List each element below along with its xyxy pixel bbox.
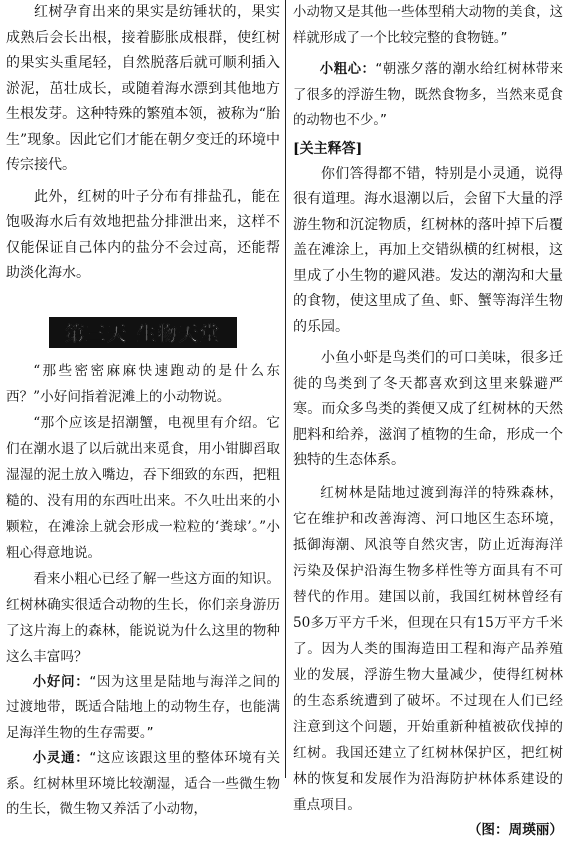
answer-xiaohaowen xyxy=(6,670,280,747)
paragraph-salt: 此外，红树的叶子分布有排盐孔，能在饱吸海水后有效地把盐分排泄出来，这样不仅能保证自己体内的盐分不会过高，还能帮助淡化海水。 xyxy=(6,188,280,281)
speaker-xiaolingtong: 小灵通： xyxy=(32,750,90,766)
paragraph-explain: 你们答得都不错，特别是小灵通，说得很有道理。海水退潮以后，会留下大量的浮游生物和沉淀物质，红树林的落叶掉下后覆盖在滩涂上，再加上交错纵横的红树根，这里成了小生物的避风港。发达的潮沟和大量的食物，使这里成了鱼、虾、蟹等海洋生物的乐园。 xyxy=(293,165,563,335)
paragraph-question: “那些密密麻麻快速跑动的是什么东西？”小好问指着泥滩上的小动物说。 xyxy=(6,362,280,405)
left-column xyxy=(6,0,281,817)
paragraph-protection: 红树林是陆地过渡到海洋的特殊森林，它在维护和改善海湾、河口地区生态环境，抵御海潮、风浪等自然灾害，防止近海海洋污染及保护沿海生物多样性等方面具有不可替代的作用。建国以前，我国红树林曾经有50多万平方千米，但现在只有15万平方千米了。因为人类的围海造田工程和海产品养殖业的发展，浮游生物大量减少，使得红树林的生态系统遭到了破坏。不过现在人们已经注意到这个问题，开始重新种植被砍伐掉的红树。我国还建立了红树林保护区，把红树林的恢复和发展作为沿海防护林体系建设的重点项目。 xyxy=(293,484,563,813)
answer-xiaohaowen-text: “因为这里是陆地与海洋之间的过渡地带，既适合陆地上的动物生存，也能满足海洋生物的生存需要。” xyxy=(6,674,281,741)
answer-xiaolingtong-text: “这应该跟这里的整体环境有关系。红树林里环境比较潮湿，适合一些微生物的生长，微生物又养活了小动物， xyxy=(6,751,281,817)
paragraph-fruit: 红树孕育出来的果实是纺锤状的，果实成熟后会长出根，接着膨胀成根群，使红树的果实头重尾轻，自然脱落后就可顺利插入淤泥，茁壮成长，或随着海水漂到其他地方生根发芽。这种特殊的繁殖本领，被称为“胎生”现象。因此它们才能在朝夕变迁的环境中传宗接代。 xyxy=(6,4,280,173)
image-credit: （图：周瑛丽） xyxy=(467,821,563,838)
answer-xiaolingtong xyxy=(6,746,280,823)
paragraph-ask: 看来小粗心已经了解一些这方面的知识。红树林确实很适合动物的生长，你们亲身游历了这片海上的森林，能说说为什么这里的物种这么丰富吗？ xyxy=(6,570,280,665)
section-heading-wrap xyxy=(6,317,280,348)
paragraph-birds: 小鱼小虾是鸟类们的可口美味，很多迁徙的鸟类到了冬天都喜欢到这里来躲避严寒。而众多鸟类的粪便又成了红树林的天然肥料和给养，滋润了植物的生命，形成一个独特的生态体系。 xyxy=(293,350,563,468)
column-divider xyxy=(285,0,286,778)
answer-label: [关主释答] xyxy=(293,140,363,157)
speaker-xiaohaowen: 小好问： xyxy=(32,673,90,690)
answer-xiaolingtong-cont: 小动物又是其他一些体型稍大动物的美食，这样就形成了一个比较完整的食物链。” xyxy=(293,5,563,46)
paragraph-crab: “那个应该是招潮蟹，电视里有介绍。它们在潮水退了以后就出来觅食，用小钳脚舀取湿湿的泥土放入嘴边，吞下细致的东西，把粗糙的、没有用的东西吐出来。不久吐出来的小颗粒，在滩涂上就会形成一粒粒的‘粪球’。”小粗心得意地说。 xyxy=(6,414,280,561)
answer-xiaocuxin xyxy=(293,57,563,134)
right-column xyxy=(293,0,564,838)
speaker-xiaocuxin: 小粗心： xyxy=(319,61,376,77)
answer-xiaocuxin-text: “朝涨夕落的潮水给红树林带来了很多的浮游生物，既然食物多，当然来觅食的动物也不少。” xyxy=(293,62,564,128)
section-title: 第三天 生物天堂 xyxy=(49,317,237,348)
